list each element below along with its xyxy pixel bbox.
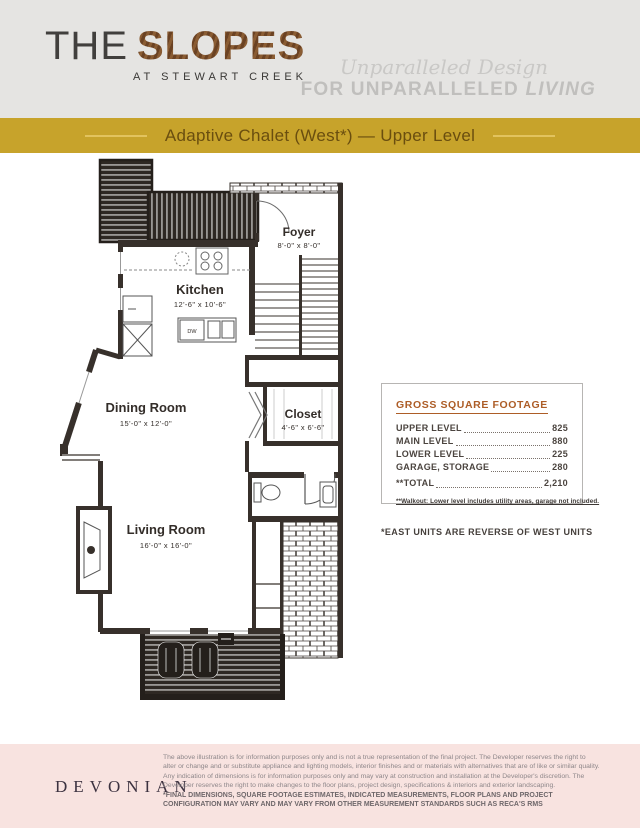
tagline <box>301 56 596 101</box>
disclaimer-text: The above illustration is for information purposes only and is not a true representation of the final project. The Developer reserves the right to alter or change and or substitute appliance and lighting models, interior finishes and or materials with alternatives that are of like or similar quality. Any indication of dimensions is for information purposes only and may vary at construction and installation at the Developer's discretion. The Developer reserves the right to make changes to the floor plans, project design, specifications & interiors and exterior landscaping. <box>163 754 600 790</box>
deck-chair <box>192 642 218 678</box>
closet <box>245 359 342 472</box>
banner-rule-left <box>85 135 147 137</box>
logo-subtitle: AT STEWART CREEK <box>133 71 308 83</box>
toilet <box>254 483 280 502</box>
footage-total-row <box>396 477 568 490</box>
footage-title: GROSS SQUARE FOOTAGE <box>396 399 548 414</box>
footage-row-label: LOWER LEVEL <box>396 449 465 459</box>
kitchen <box>118 240 258 359</box>
logo-slopes: SLOPES <box>137 24 306 68</box>
bathroom <box>248 472 342 522</box>
tagline-caps-italic: LIVING <box>525 79 596 100</box>
dotted-leader <box>456 445 551 446</box>
logo-wordmark <box>45 26 307 66</box>
footage-total-value: 2,210 <box>543 478 568 488</box>
stove <box>196 248 228 274</box>
plan-title: Adaptive Chalet (West*) — Upper Level <box>164 125 476 145</box>
pantry <box>123 296 152 356</box>
footage-row-value: 280 <box>552 462 568 472</box>
footage-row-value: 825 <box>552 423 568 433</box>
dining-room <box>60 350 186 506</box>
closet-dims: 4'-6" x 6'-6" <box>281 423 325 432</box>
footage-row <box>396 435 568 448</box>
footage-row-label: UPPER LEVEL <box>396 423 462 433</box>
footage-row-value: 225 <box>552 449 568 459</box>
deck-chair <box>158 642 184 678</box>
foyer-label: Foyer <box>282 225 316 239</box>
lower-deck <box>140 633 285 700</box>
plan-title-banner <box>0 118 640 153</box>
interior-stairs <box>245 242 342 360</box>
footage-total-label: **TOTAL <box>396 478 435 488</box>
side-steps <box>252 522 283 640</box>
footage-row <box>396 422 568 435</box>
developer-brand: DEVONIAN <box>55 777 193 796</box>
dishwasher-label: DW <box>187 329 197 335</box>
living-dims: 16'-0" x 16'-0" <box>139 541 193 550</box>
logo <box>45 26 307 83</box>
sink-dashed <box>175 252 189 266</box>
living-label: Living Room <box>126 522 206 537</box>
bath-sink <box>320 482 336 507</box>
footage-footnote: **Walkout: Lower level includes utility areas, garage not included. <box>396 498 600 505</box>
tagline-caps <box>301 80 596 101</box>
footage-row-label: GARAGE, STORAGE <box>396 462 490 472</box>
floorplan-drawing <box>58 156 346 704</box>
legal-disclaimer <box>163 753 600 810</box>
dotted-leader <box>491 471 550 472</box>
footage-row-label: MAIN LEVEL <box>396 436 454 446</box>
footage-rows <box>396 422 568 490</box>
brick-patio <box>283 522 338 658</box>
wall-right <box>338 183 343 658</box>
dotted-leader <box>466 458 550 459</box>
brick-course <box>230 183 342 193</box>
disclaimer-bold-text: *FINAL DIMENSIONS, SQUARE FOOTAGE ESTIMATES, INDICATED MEASUREMENTS, FLOOR PLANS AND PROJECT CONFIGURATION MAY VARY AND MAY VARY FROM OTHER MEASUREMENT STANDARDS SUCH AS RECA'S RMS <box>163 791 553 809</box>
foyer <box>255 193 321 250</box>
dotted-leader <box>436 487 542 488</box>
exterior-stairs <box>100 160 152 242</box>
upper-deck <box>148 192 258 240</box>
foyer-dims: 8'-0" x 8'-0" <box>277 241 321 250</box>
tagline-script: Unparalleled Design <box>339 55 548 79</box>
footage-row <box>396 448 568 461</box>
banner-rule-right <box>493 135 555 137</box>
kitchen-label: Kitchen <box>176 282 224 297</box>
header <box>0 0 640 118</box>
footage-row-value: 880 <box>552 436 568 446</box>
closet-label: Closet <box>284 407 322 421</box>
kitchen-dims: 12'-6" x 10'-6" <box>173 300 227 309</box>
tagline-caps-text: FOR UNPARALLELED <box>300 79 519 100</box>
logo-the: THE <box>45 24 128 68</box>
dining-label: Dining Room <box>105 400 187 415</box>
east-units-note: *EAST UNITS ARE REVERSE OF WEST UNITS <box>381 527 593 537</box>
dotted-leader <box>464 432 550 433</box>
square-footage-box <box>381 383 600 505</box>
dining-dims: 15'-0" x 12'-0" <box>119 419 173 428</box>
footage-row <box>396 461 568 474</box>
footer <box>0 744 640 828</box>
